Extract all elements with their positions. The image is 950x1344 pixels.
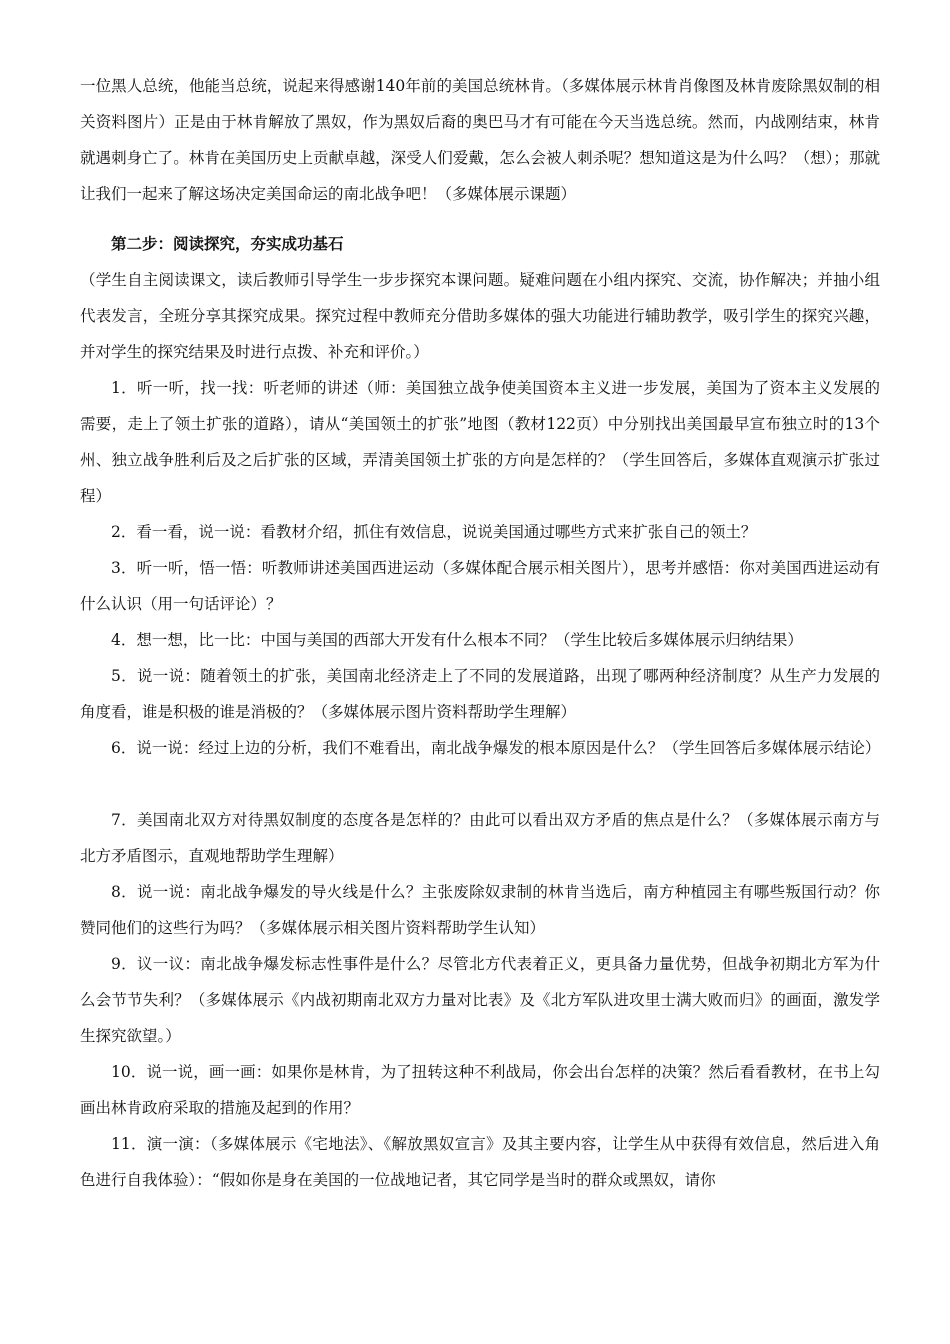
list-item: 8．说一说：南北战争爆发的导火线是什么？主张废除奴隶制的林肯当选后，南方种植园主有哪些叛国行动？你赞同他们的这些行为吗？（多媒体展示相关图片资料帮助学生认知）: [80, 883, 880, 937]
list-item: 11．演一演：（多媒体展示《宅地法》、《解放黑奴宣言》及其主要内容，让学生从中获得有效信息，然后进入角色进行自我体验）：“假如你是身在美国的一位战地记者，其它同学是当时的群众或黑奴，请你: [80, 1135, 880, 1189]
list-item: 1．听一听，找一找：听老师的讲述（师：美国独立战争使美国资本主义进一步发展，美国为了资本主义发展的需要，走上了领土扩张的道路），请从“美国领土的扩张”地图（教材122页）中分别找出美国最早宣布独立时的13个州、独立战争胜利后及之后扩张的区域，弄清美国领土扩张的方向是怎样的？（学生回答后，多媒体直观演示扩张过程）: [80, 379, 880, 505]
list-item: 10．说一说，画一画：如果你是林肯，为了扭转这种不利战局，你会出台怎样的决策？然后看看教材，在书上勾画出林肯政府采取的措施及起到的作用？: [80, 1063, 880, 1117]
list-item: 7．美国南北双方对待黑奴制度的态度各是怎样的？由此可以看出双方矛盾的焦点是什么？（多媒体展示南方与北方矛盾图示，直观地帮助学生理解）: [80, 811, 880, 865]
section-heading: 第二步：阅读探究，夯实成功基石: [111, 235, 344, 253]
list-item: 3．听一听，悟一悟：听教师讲述美国西进运动（多媒体配合展示相关图片），思考并感悟：你对美国西进运动有什么认识（用一句话评论）？: [80, 559, 880, 613]
intro-paragraph: 一位黑人总统，他能当总统，说起来得感谢140年前的美国总统林肯。（多媒体展示林肯肖像图及林肯废除黑奴制的相关资料图片）正是由于林肯解放了黑奴，作为黑奴后裔的奥巴马才有可能在今天当选总统。然而，内战刚结束，林肯就遇刺身亡了。林肯在美国历史上贡献卓越，深受人们爱戴，怎么会被人刺杀呢？想知道这是为什么吗？（想）；那就让我们一起来了解这场决定美国命运的南北战争吧！（多媒体展示课题）: [80, 77, 880, 203]
list-item: 9．议一议：南北战争爆发标志性事件是什么？尽管北方代表着正义，更具备力量优势，但战争初期北方军为什么会节节失利？（多媒体展示《内战初期南北双方力量对比表》及《北方军队进攻里士满大败而归》的画面，激发学生探究欲望。）: [80, 955, 880, 1045]
list-item: 2．看一看，说一说：看教材介绍，抓住有效信息，说说美国通过哪些方式来扩张自己的领土？: [111, 523, 757, 541]
list-item: 5．说一说：随着领土的扩张，美国南北经济走上了不同的发展道路，出现了哪两种经济制度？从生产力发展的角度看，谁是积极的谁是消极的？（多媒体展示图片资料帮助学生理解）: [80, 667, 880, 721]
list-item: 4．想一想，比一比：中国与美国的西部大开发有什么根本不同？（学生比较后多媒体展示归纳结果）: [111, 631, 803, 649]
step-note-paragraph: （学生自主阅读课文，读后教师引导学生一步步探究本课问题。疑难问题在小组内探究、交流，协作解决；并抽小组代表发言，全班分享其探究成果。探究过程中教师充分借助多媒体的强大功能进行辅助教学，吸引学生的探究兴趣，并对学生的探究结果及时进行点拨、补充和评价。）: [80, 271, 880, 361]
list-item: 6．说一说：经过上边的分析，我们不难看出，南北战争爆发的根本原因是什么？（学生回答后多媒体展示结论）: [111, 739, 881, 757]
